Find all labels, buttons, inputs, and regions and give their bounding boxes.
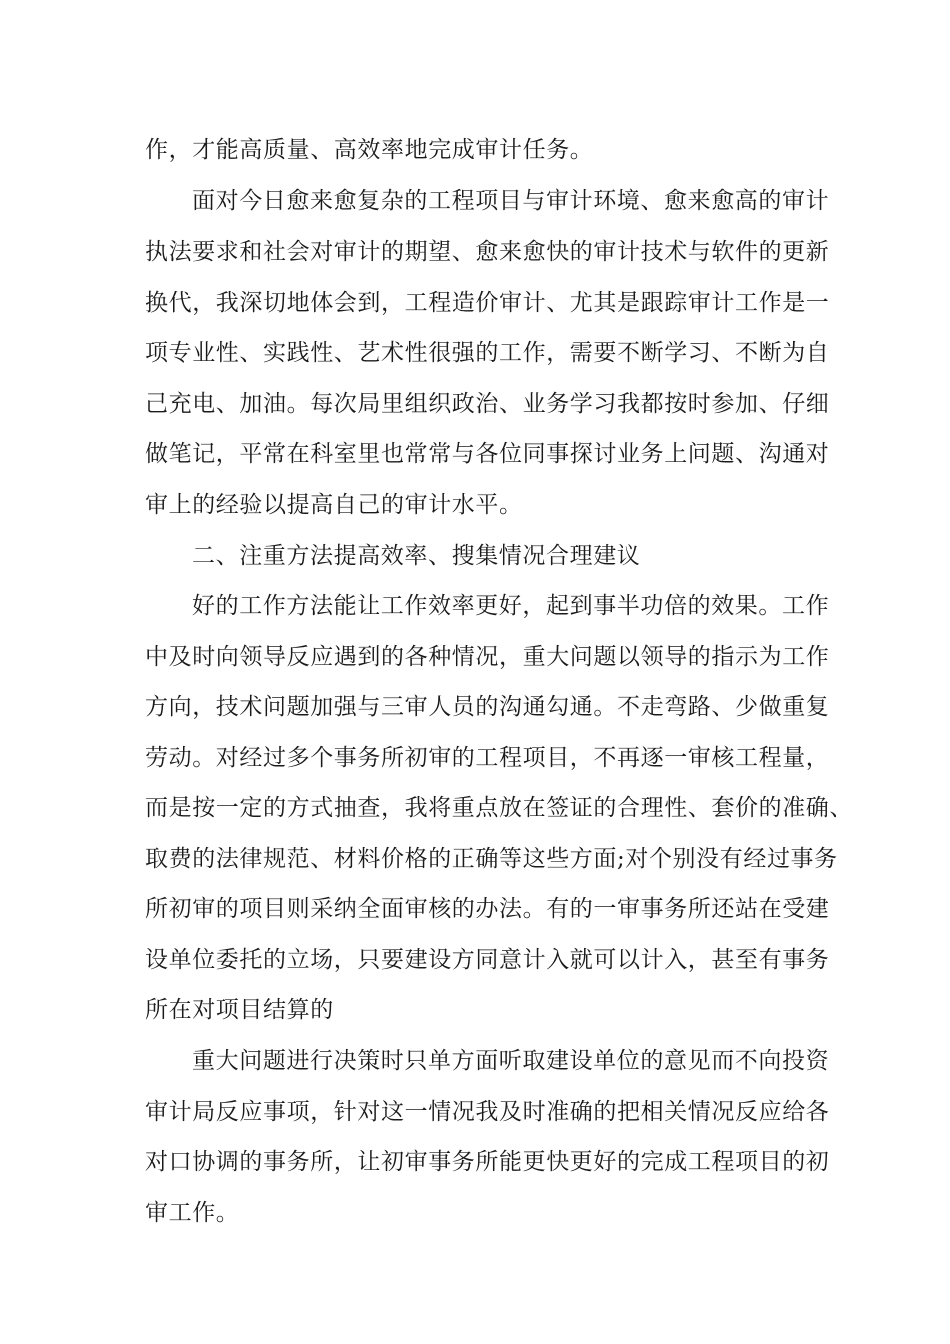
paragraph-1-line-4: 项专业性、实践性、艺术性很强的工作，需要不断学习、不断为自 <box>145 340 830 366</box>
paragraph-1-line-6: 做笔记，平常在科室里也常常与各位同事探讨业务上问题、沟通对 <box>145 441 830 467</box>
paragraph-3-line-4: 审工作。 <box>145 1200 240 1226</box>
paragraph-3-line-3: 对口协调的事务所，让初审事务所能更快更好的完成工程项目的初 <box>145 1149 830 1175</box>
paragraph-2-line-6: 取费的法律规范、材料价格的正确等这些方面;对个别没有经过事务 <box>145 846 838 872</box>
paragraph-2-line-3: 方向，技术问题加强与三审人员的沟通勾通。不走弯路、少做重复 <box>145 694 830 720</box>
paragraph-3-line-2: 审计局反应事项，针对这一情况我及时准确的把相关情况反应给各 <box>145 1099 830 1125</box>
paragraph-1-line-1: 面对今日愈来愈复杂的工程项目与审计环境、愈来愈高的审计 <box>192 188 830 214</box>
paragraph-2-line-4: 劳动。对经过多个事务所初审的工程项目，不再逐一审核工程量， <box>145 745 830 771</box>
paragraph-1-line-5: 己充电、加油。每次局里组织政治、业务学习我都按时参加、仔细 <box>145 391 830 417</box>
paragraph-3-line-1: 重大问题进行决策时只单方面听取建设单位的意见而不向投资 <box>192 1048 830 1074</box>
paragraph-2-line-7: 所初审的项目则采纳全面审核的办法。有的一审事务所还站在受建 <box>145 896 830 922</box>
paragraph-2-line-5: 而是按一定的方式抽查，我将重点放在签证的合理性、套价的准确、 <box>145 795 853 821</box>
text-line-1: 作，才能高质量、高效率地完成审计任务。 <box>145 137 594 163</box>
paragraph-2-line-8: 设单位委托的立场，只要建设方同意计入就可以计入，甚至有事务 <box>145 947 830 973</box>
paragraph-2-line-1: 好的工作方法能让工作效率更好，起到事半功倍的效果。工作 <box>192 593 830 619</box>
paragraph-1-line-7: 审上的经验以提高自己的审计水平。 <box>145 492 523 518</box>
paragraph-1-line-3: 换代，我深切地体会到，工程造价审计、尤其是跟踪审计工作是一 <box>145 290 830 316</box>
paragraph-2-line-9: 所在对项目结算的 <box>145 997 334 1023</box>
paragraph-2-line-2: 中及时向领导反应遇到的各种情况，重大问题以领导的指示为工作 <box>145 644 830 670</box>
section-heading: 二、注重方法提高效率、搜集情况合理建议 <box>192 543 641 569</box>
paragraph-1-line-2: 执法要求和社会对审计的期望、愈来愈快的审计技术与软件的更新 <box>145 239 830 265</box>
